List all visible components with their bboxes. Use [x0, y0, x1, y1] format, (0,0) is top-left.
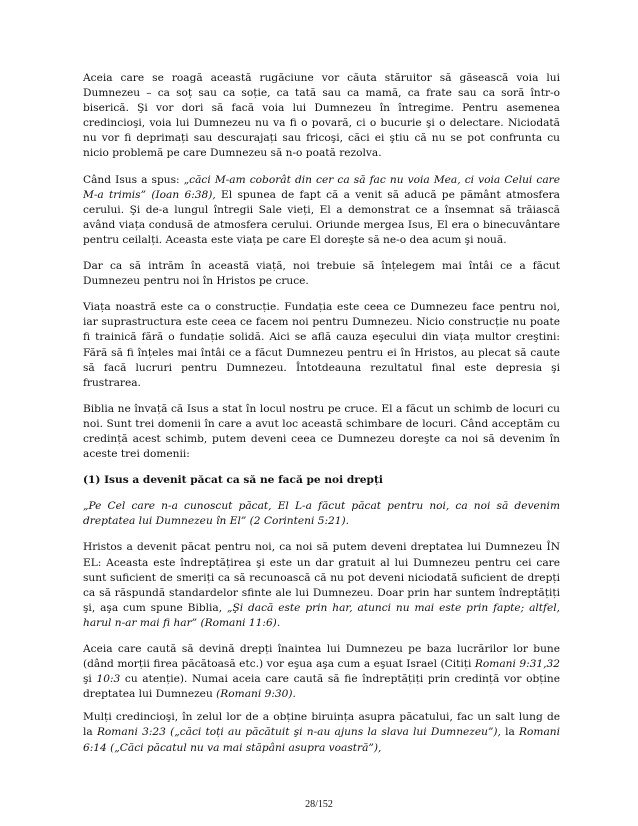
- paragraph: [83, 259, 560, 289]
- italic-text: 10:3: [96, 673, 121, 686]
- italic-text: Romani 3:23 („căci toți au păcătuit şi n-au ajuns la slava lui Dumnezeu”),: [96, 726, 501, 739]
- italic-text: „Şi dacă este prin har, atunci nu mai este prin fapte; altfel, harul n-ar mai fi har” (Romani 11:6).: [83, 601, 560, 629]
- text-segment: cu atenție). Numai aceia care caută să fie îndreptățiți prin credință vor obține dreptatea lui Dumnezeu: [83, 673, 560, 701]
- italic-text: „Pe Cel care n-a cunoscut păcat, El L-a făcut păcat pentru noi, ca noi să devenim dreptatea lui Dumnezeu în El” (2 Corinteni 5:21).: [83, 500, 560, 528]
- paragraphs-before-heading: [83, 71, 560, 462]
- text-segment: Când Isus a spus:: [83, 173, 184, 186]
- page-body: [83, 71, 560, 767]
- page-number: 28/152: [305, 799, 333, 810]
- text-segment: la: [500, 726, 520, 739]
- paragraph: [83, 402, 560, 462]
- paragraph: [83, 300, 560, 391]
- text-segment: Biblia ne învață că Isus a stat în locul nostru pe cruce. El a făcut un schimb de locuri cu noi. Sunt trei domenii în care a avut loc această schimbare de locuri. Când acceptăm cu credință acest schimb, putem deveni ceea ce Dumnezeu doreşte ca noi să devenim în aceste trei domenii:: [83, 402, 560, 461]
- paragraph: [83, 499, 560, 529]
- text-segment: Aceia care caută să devină drepți înaintea lui Dumnezeu pe baza lucrărilor lor bune (dând morții firea păcătoasă etc.) vor eşua aşa cum a eşuat Israel (Citiți: [83, 643, 560, 671]
- text-segment: Mulți credincioşi, în zelul lor de a obține biruința asupra păcatului, fac un salt lung de la: [83, 711, 560, 739]
- text-segment: Hristos a devenit păcat pentru noi, ca noi să putem deveni dreptatea lui Dumnezeu ÎN EL: Aceasta este îndreptățirea şi este un dar gratuit al lui Dumnezeu pentru cei care sunt suficient de smeriți ca să recunoască că nu pot deveni niciodată suficient de drepți ca să răspundă standardelor sfinte ale lui Dumnezeu. Doar prin har suntem îndreptățiți şi, aşa cum spune Biblia,: [83, 541, 560, 614]
- paragraph: [83, 173, 560, 248]
- paragraph: [83, 71, 560, 162]
- italic-text: Romani 9:31,32: [474, 658, 561, 671]
- paragraph: [83, 710, 560, 755]
- paragraphs-after-heading: [83, 499, 560, 755]
- paragraph: [83, 642, 560, 702]
- italic-text: „căci M-am coborât din cer ca să fac nu voia Mea, ci voia Celui care M-a trimis” (Ioan 6:38),: [83, 173, 560, 201]
- paragraph: [83, 540, 560, 631]
- text-segment: şi: [83, 673, 97, 686]
- italic-text: (Romani 9:30).: [216, 688, 296, 701]
- text-segment: Dar ca să intrăm în această viață, noi trebuie să înțelegem mai întâi ce a făcut Dumnezeu pentru noi în Hristos pe cruce.: [83, 260, 560, 288]
- italic-text: Romani 6:14 („Căci păcatul nu va mai stăpâni asupra voastră”),: [83, 726, 560, 754]
- text-segment: Viața noastră este ca o construcție. Fundația este ceea ce Dumnezeu face pentru noi, iar suprastructura este ceea ce facem noi pentru Dumnezeu. Nicio construcție nu poate fi trainică fără o fundație solidă. Aici se află cauza eşecului din viața multor creştini: Fără să fi înțeles mai întâi ce a făcut Dumnezeu pentru ei în Hristos, au plecat să caute să facă lucruri pentru Dumnezeu. Întotdeauna rezultatul final este depresia şi frustrarea.: [83, 301, 560, 389]
- section-heading: (1) Isus a devenit păcat ca să ne facă pe noi drepți: [83, 474, 383, 487]
- text-segment: Aceia care se roagă această rugăciune vor căuta stăruitor să găsească voia lui Dumnezeu – ca soț sau ca soție, ca tată sau ca mamă, ca frate sau ca soră într-o biserică. Şi vor dori să facă voia lui Dumnezeu în întregime. Pentru asemenea credincioşi, voia lui Dumnezeu nu va fi o povară, ci o bucurie şi o delectare. Niciodată nu vor fi deprimați sau descurajați sau fricoşi, căci ei ştiu că nu se pot confrunta cu nicio problemă pe care Dumnezeu să n-o poată rezolva.: [83, 72, 560, 160]
- text-segment: El spunea de fapt că a venit să aducă pe pământ atmosfera cerului. Şi de-a lungul întregii Sale vieți, El a demonstrat ce a însemnat să trăiască având viața condusă de atmosfera cerului. Oriunde mergea Isus, El era o binecuvântare pentru ceilalți. Aceasta este viața pe care El doreşte să ne-o dea acum şi nouă.: [83, 188, 560, 246]
